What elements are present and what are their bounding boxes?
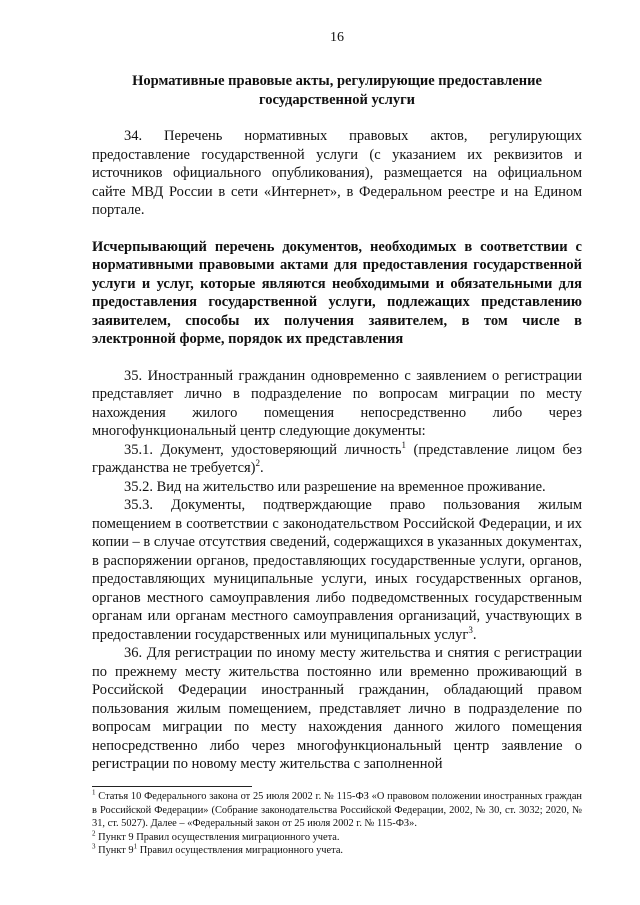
section-heading-legal-acts: Нормативные правовые акты, регулирующие предоставление государственной услуги: [132, 73, 542, 108]
footnote-3-text: Пункт 9: [95, 845, 134, 856]
page-number: 16: [330, 30, 344, 45]
footnote-3-marker: 3: [92, 842, 96, 851]
footnote-ref-2: 2: [255, 458, 261, 469]
footnote-3-inner-sup: 1: [133, 842, 138, 851]
footnote-1-marker: 1: [92, 788, 96, 797]
paragraph-35-2: 35.2. Вид на жительство или разрешение на временное проживание.: [124, 478, 546, 495]
footnote-ref-3: 3: [468, 624, 473, 635]
footnote-2-marker: 2: [92, 829, 96, 838]
paragraph-35-1-text-cont: (представление лицом без гражданства не требуется): [92, 441, 582, 476]
paragraph-35-3-text: 35.3. Документы, подтверждающие право пользования жилым помещением в соответствии с законодательством Российской Федерации, и их копии – в случае отсутствия сведений, содержащихся в указанных документах, в распоряжении органов, предоставляющих государственные услуги, органов, предоставляющих муниципальные услуги, иных государственных органов, органов местного самоуправления либо подведомственных государственным органам или органам местного самоуправления организаций, участвующих в предоставлении государственных или муниципальных услуг: [92, 497, 582, 643]
footnote-1-text: Статья 10 Федерального закона от 25 июля 2002 г. № 115-ФЗ «О правовом положении иностранных граждан в Российской Федерации» (Собрание законодательства Российской Федерации, 2002, № 30, ст. 3032; 2020, № 31, ст. 5027). Далее – «Федеральный закон от 25 июля 2002 г. № 115-ФЗ».: [92, 791, 582, 829]
footnote-2-text: Пункт 9 Правил осуществления миграционного учета.: [95, 831, 340, 843]
paragraph-35-1-text: 35.1. Документ, удостоверяющий личность: [124, 441, 402, 458]
paragraph-34: 34. Перечень нормативных правовых актов, регулирующих предоставление государственной услуги (с указанием их реквизитов и источников официального опубликования), размещается на официальном сайте МВД России в сети «Интернет», в Федеральном реестре и на Едином портале.: [92, 128, 582, 218]
document-page: [92, 30, 582, 774]
paragraph-36: 36. Для регистрации по иному месту жительства и снятия с регистрации по прежнему месту жительства постоянно или временно проживающий в Российской Федерации иностранный гражданин, обладающий правом пользования жилым помещением, представляет лично в подразделение по вопросам миграции по месту нахождения данного жилого помещения непосредственно либо через многофункциональный центр заявление о регистрации по новому месту жительства с заполненной: [92, 645, 582, 772]
footnotes-section: [92, 786, 582, 858]
footnote-divider: [92, 786, 252, 787]
paragraph-35: 35. Иностранный гражданин одновременно с заявлением о регистрации представляет лично в подразделение по вопросам миграции по месту нахождения жилого помещения непосредственно либо через многофункциональный центр следующие документы:: [92, 367, 582, 439]
paragraph-35-1: [92, 441, 582, 478]
footnote-3-text-cont: Правил осуществления миграционного учета.: [137, 845, 344, 856]
footnote-ref-1: 1: [401, 439, 407, 450]
footnote-2: [92, 831, 582, 845]
paragraph-35-3: [92, 496, 582, 644]
footnote-3: [92, 844, 582, 858]
paragraph-35-1-end: .: [260, 460, 264, 476]
section-heading-documents-list: Исчерпывающий перечень документов, необходимых в соответствии с нормативными правовыми актами для предоставления государственной услуги и услуг, которые являются необходимыми и обязательными для предоставления государственной услуги, подлежащих представлению заявителем, способы их получения заявителем, в том числе в электронной форме, порядок их представления: [92, 238, 582, 347]
paragraph-35-3-end: .: [472, 626, 477, 643]
footnote-1: [92, 790, 582, 831]
